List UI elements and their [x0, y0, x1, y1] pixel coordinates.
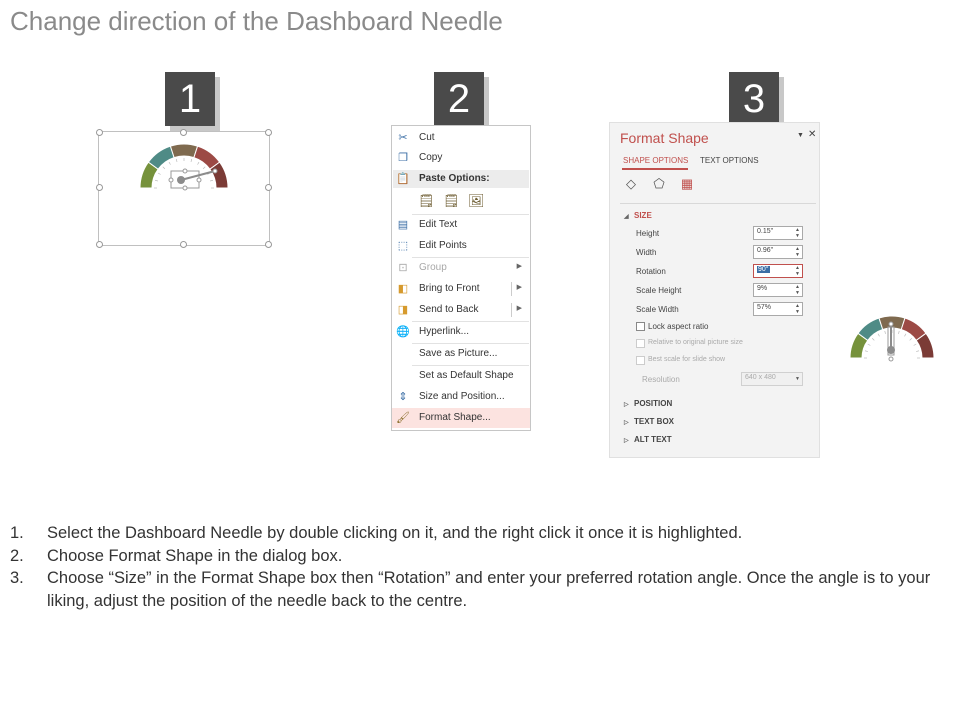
resize-handle[interactable]	[96, 129, 103, 136]
gauge-tick	[916, 351, 919, 352]
effects-icon[interactable]: ⬠	[653, 176, 665, 191]
close-icon[interactable]: ✕	[808, 129, 817, 140]
format-shape-pane	[609, 122, 820, 458]
gauge-tick	[905, 334, 907, 337]
step-number: 1.	[10, 524, 24, 542]
best-scale-label: Best scale for slide show	[648, 356, 726, 363]
lock-aspect-label: Lock aspect ratio	[648, 322, 709, 331]
height-field[interactable]	[753, 226, 803, 240]
chevron-down-icon: ▼	[795, 376, 800, 382]
paste-icon: 📋	[396, 173, 410, 185]
menu-item-hyperlink[interactable]	[392, 322, 530, 342]
menu-item-copy[interactable]	[392, 148, 530, 168]
divider	[511, 282, 512, 296]
context-menu	[391, 125, 531, 431]
menu-item-edit-text[interactable]	[392, 215, 530, 235]
menu-item-save-as-picture[interactable]	[392, 344, 530, 364]
menu-item-edit-points[interactable]	[392, 236, 530, 256]
width-field[interactable]	[753, 245, 803, 259]
tab-shape-options[interactable]: SHAPE OPTIONS	[623, 156, 689, 165]
scale-height-label: Scale Height	[636, 286, 682, 295]
menu-label: Copy	[419, 152, 443, 163]
expand-icon: ▷	[624, 402, 629, 408]
section-label: TEXT BOX	[634, 417, 675, 426]
fill-line-icon[interactable]: ◇	[626, 176, 636, 191]
pane-title: Format Shape	[620, 130, 709, 146]
collapse-icon: ◢	[624, 214, 629, 220]
rotation-label: Rotation	[636, 267, 666, 276]
step-badge-3: 3	[729, 72, 779, 126]
format-shape-icon: 🖌	[396, 412, 410, 424]
menu-label: Paste Options:	[419, 173, 490, 184]
resize-handle[interactable]	[96, 184, 103, 191]
step-text: Choose Format Shape in the dialog box.	[47, 546, 343, 565]
instructions-list	[10, 522, 940, 612]
menu-label: Bring to Front	[419, 283, 480, 294]
field-value: 0.96"	[757, 247, 774, 254]
menu-label: Edit Text	[419, 219, 458, 230]
paste-merge-formatting-icon[interactable]: 🗒	[443, 193, 460, 208]
step-badge-2: 2	[434, 72, 484, 126]
gauge-tick	[878, 334, 880, 337]
scale-height-field[interactable]	[753, 283, 803, 297]
spinner-icon[interactable]: ▲ ▼	[795, 246, 800, 258]
needle-shape-rotated[interactable]	[881, 320, 901, 364]
divider	[620, 203, 816, 204]
expand-icon: ▷	[624, 438, 629, 444]
menu-label: Set as Default Shape	[419, 370, 514, 381]
gauge-tick	[158, 173, 161, 175]
divider	[511, 303, 512, 317]
page-title: Change direction of the Dashboard Needle	[10, 6, 503, 36]
menu-label: Send to Back	[419, 304, 479, 315]
resolution-dropdown[interactable]	[741, 372, 803, 386]
resize-handle[interactable]	[180, 129, 187, 136]
size-section-header[interactable]	[624, 211, 652, 220]
field-value: 0.15"	[757, 228, 774, 235]
gauge-tick	[155, 180, 158, 181]
scissors-icon: ✂	[398, 132, 408, 144]
menu-label: Edit Points	[419, 240, 467, 251]
copy-icon: ❐	[398, 152, 408, 164]
spinner-icon[interactable]: ▲ ▼	[795, 303, 800, 315]
gauge-tick	[910, 338, 912, 340]
menu-item-cut[interactable]	[392, 128, 530, 148]
menu-item-set-default-shape[interactable]	[392, 366, 530, 386]
lock-aspect-checkbox[interactable]	[636, 322, 645, 331]
submenu-arrow-icon: ▶	[516, 305, 522, 312]
send-to-back-icon: ◨	[397, 304, 409, 316]
step-text: Choose “Size” in the Format Shape box then “Rotation” and enter your preferred rotation angle. Once the angle is to your liking, adjust the position of the needle back to the centre.	[47, 569, 931, 610]
best-scale-checkbox[interactable]	[636, 356, 645, 365]
menu-item-group[interactable]	[392, 258, 530, 278]
menu-label: Group	[419, 262, 447, 273]
bring-to-front-icon: ◧	[397, 283, 409, 295]
step-number: 2.	[10, 546, 24, 565]
list-item	[10, 567, 940, 612]
gauge-tick	[872, 338, 874, 340]
field-value: 9%	[757, 285, 768, 292]
step-text: Select the Dashboard Needle by double clicking on it, and the right click it once it is highlighted.	[47, 524, 743, 542]
width-label: Width	[636, 248, 657, 257]
edit-text-icon: ▤	[397, 219, 409, 231]
expand-icon: ▷	[624, 420, 629, 426]
resize-handle[interactable]	[265, 129, 272, 136]
submenu-arrow-icon: ▶	[516, 284, 522, 291]
menu-item-bring-to-front[interactable]	[392, 279, 530, 299]
gauge-tick	[914, 344, 917, 346]
rotation-field[interactable]	[753, 264, 803, 278]
relative-original-label: Relative to original picture size	[648, 339, 743, 346]
submenu-arrow-icon: ▶	[516, 263, 522, 270]
menu-label: Hyperlink...	[419, 326, 470, 337]
group-icon: ⊡	[398, 262, 408, 274]
hyperlink-icon: 🌐	[396, 326, 410, 338]
active-tab-underline	[622, 168, 688, 170]
section-label: SIZE	[634, 211, 652, 220]
field-value: 90°	[758, 266, 769, 273]
gauge-segment	[170, 144, 197, 158]
paste-picture-icon[interactable]: 🖼	[468, 193, 485, 208]
menu-item-send-to-back[interactable]	[392, 300, 530, 320]
field-value: 57%	[757, 304, 772, 311]
menu-item-size-position[interactable]	[392, 387, 530, 407]
gauge-tick	[868, 344, 871, 346]
list-item	[10, 545, 940, 568]
resize-handle[interactable]	[265, 241, 272, 248]
paste-options-header	[393, 170, 529, 188]
scale-width-field[interactable]	[753, 302, 803, 316]
resize-handle[interactable]	[265, 184, 272, 191]
field-value: 640 x 480	[745, 374, 776, 381]
resolution-label: Resolution	[642, 375, 680, 384]
resize-handle[interactable]	[180, 241, 187, 248]
list-item	[10, 522, 940, 545]
position-section-header[interactable]	[624, 399, 672, 408]
menu-label: Format Shape...	[419, 412, 491, 423]
section-label: POSITION	[634, 399, 673, 408]
menu-item-format-shape[interactable]	[392, 408, 530, 428]
tab-text-options[interactable]: TEXT OPTIONS	[700, 156, 759, 165]
spinner-icon[interactable]: ▲ ▼	[795, 284, 800, 296]
section-label: ALT TEXT	[634, 435, 672, 444]
gauge-tick	[865, 351, 868, 352]
relative-original-checkbox[interactable]	[636, 339, 645, 348]
step-number: 3.	[10, 569, 24, 587]
size-properties-icon[interactable]: ▦	[680, 176, 694, 191]
step-badge-1: 1	[165, 72, 215, 126]
alt-text-section-header[interactable]	[624, 435, 672, 444]
edit-points-icon: ⬚	[397, 240, 409, 252]
menu-label: Cut	[419, 132, 435, 143]
paste-keep-formatting-icon[interactable]: 🗒	[418, 193, 435, 208]
text-box-section-header[interactable]	[624, 417, 674, 426]
spinner-icon[interactable]: ▲ ▼	[795, 227, 800, 239]
height-label: Height	[636, 229, 660, 238]
pane-options-dropdown-icon[interactable]: ▼	[797, 132, 804, 139]
menu-label: Save as Picture...	[419, 348, 498, 359]
size-position-icon: ⇕	[398, 391, 408, 403]
gauge-tick	[163, 167, 165, 169]
needle-shape[interactable]	[168, 162, 228, 192]
spinner-icon[interactable]: ▲ ▼	[795, 265, 800, 277]
scale-width-label: Scale Width	[636, 305, 679, 314]
resize-handle[interactable]	[96, 241, 103, 248]
menu-label: Size and Position...	[419, 391, 505, 402]
